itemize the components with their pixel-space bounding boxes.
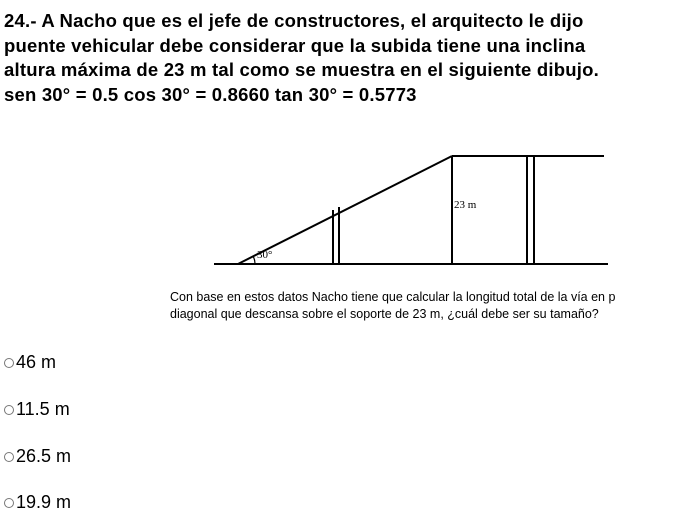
caption-line-1: Con base en estos datos Nacho tiene que calcular la longitud total de la vía en p <box>170 290 616 304</box>
question-line-3: altura máxima de 23 m tal como se muestra en el siguiente dibujo. <box>4 59 599 80</box>
bridge-diagram <box>200 140 620 275</box>
caption-line-2: diagonal que descansa sobre el soporte de 23 m, ¿cuál debe ser su tamaño? <box>170 307 599 321</box>
trig-values: sen 30° = 0.5 cos 30° = 0.8660 tan 30° = 0.5773 <box>4 84 417 105</box>
radio-icon[interactable] <box>4 498 14 508</box>
option-19-9m[interactable] <box>4 492 71 513</box>
option-11-5m[interactable] <box>4 399 70 420</box>
option-label: 46 m <box>16 352 57 372</box>
radio-icon[interactable] <box>4 405 14 415</box>
radio-icon[interactable] <box>4 452 14 462</box>
option-label: 19.9 m <box>16 492 72 512</box>
angle-label: 30° <box>257 249 273 261</box>
radio-icon[interactable] <box>4 358 14 368</box>
height-label: 23 m <box>454 199 477 211</box>
angle-arc <box>253 256 255 264</box>
option-26-5m[interactable] <box>4 446 71 467</box>
question-line-1: 24.- A Nacho que es el jefe de constructores, el arquitecto le dijo <box>4 10 584 31</box>
option-label: 11.5 m <box>16 399 70 419</box>
ramp-diagonal <box>238 156 452 264</box>
option-46m[interactable] <box>4 352 56 373</box>
option-label: 26.5 m <box>16 446 72 466</box>
question-line-2: puente vehicular debe considerar que la subida tiene una inclina <box>4 35 586 56</box>
